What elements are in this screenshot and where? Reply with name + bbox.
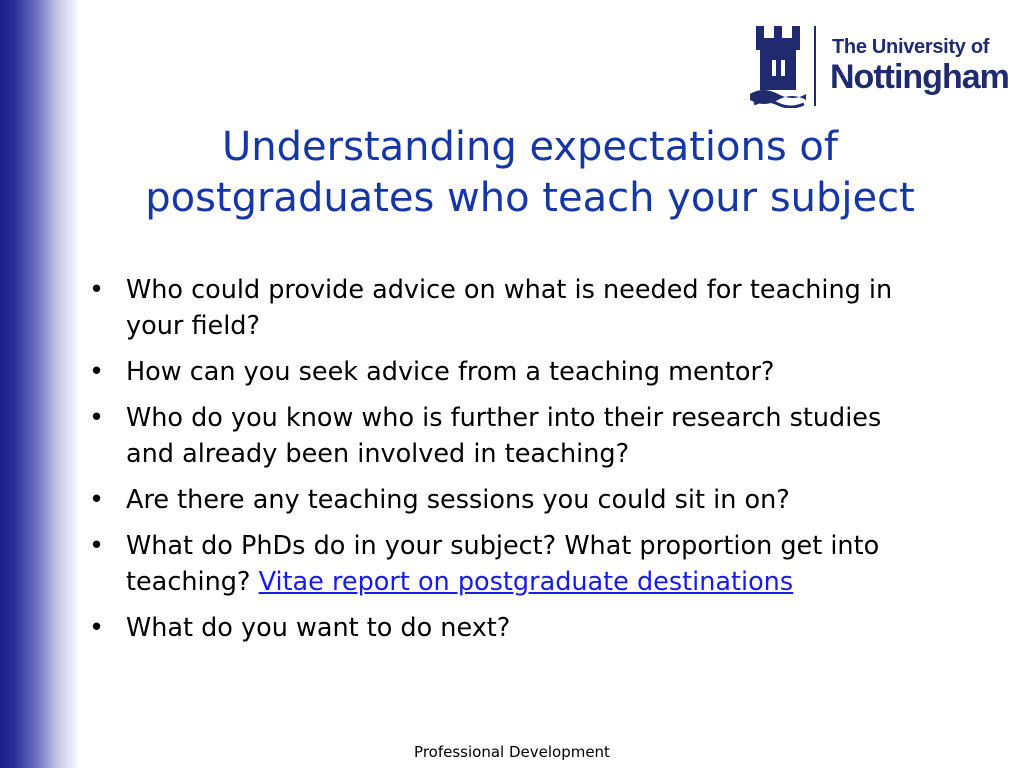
- bullet-marker: •: [89, 485, 105, 515]
- bullet-text: Who do you know who is further into their research studies and already been involved in teaching?: [126, 403, 882, 469]
- bullet-item: [84, 482, 934, 518]
- bullet-item: [84, 400, 934, 472]
- slide-title: [80, 122, 980, 224]
- bullet-marker: •: [89, 403, 105, 433]
- side-gradient-bar: [0, 0, 80, 768]
- vitae-report-link[interactable]: Vitae report on postgraduate destinations: [258, 567, 794, 597]
- bullet-item: [84, 528, 934, 600]
- bullet-marker: •: [89, 275, 105, 305]
- slide-title-line1: Understanding expectations of: [222, 124, 838, 170]
- university-logo: [748, 24, 1009, 110]
- bullet-text: How can you seek advice from a teaching mentor?: [126, 357, 775, 387]
- bullet-item: [84, 272, 934, 344]
- bullet-marker: •: [89, 357, 105, 387]
- bullet-text: What do you want to do next?: [126, 613, 511, 643]
- castle-crest-icon: [748, 24, 808, 108]
- bullet-item: [84, 354, 934, 390]
- logo-divider: [814, 26, 816, 106]
- bullet-marker: •: [89, 531, 105, 561]
- bullet-marker: •: [89, 613, 105, 643]
- bullet-item: [84, 610, 934, 646]
- bullet-text: Are there any teaching sessions you could sit in on?: [126, 485, 790, 515]
- bullet-list: [84, 272, 934, 656]
- slide-title-line2: postgraduates who teach your subject: [145, 175, 915, 221]
- logo-text-line2: Nottingham: [830, 58, 1009, 96]
- bullet-text: Who could provide advice on what is needed for teaching in your field?: [126, 275, 893, 341]
- logo-text-line1: The University of: [832, 36, 990, 58]
- footer-text: Professional Development: [414, 743, 610, 761]
- bullet-text: What do PhDs do in your subject? What proportion get into teaching?: [126, 531, 880, 597]
